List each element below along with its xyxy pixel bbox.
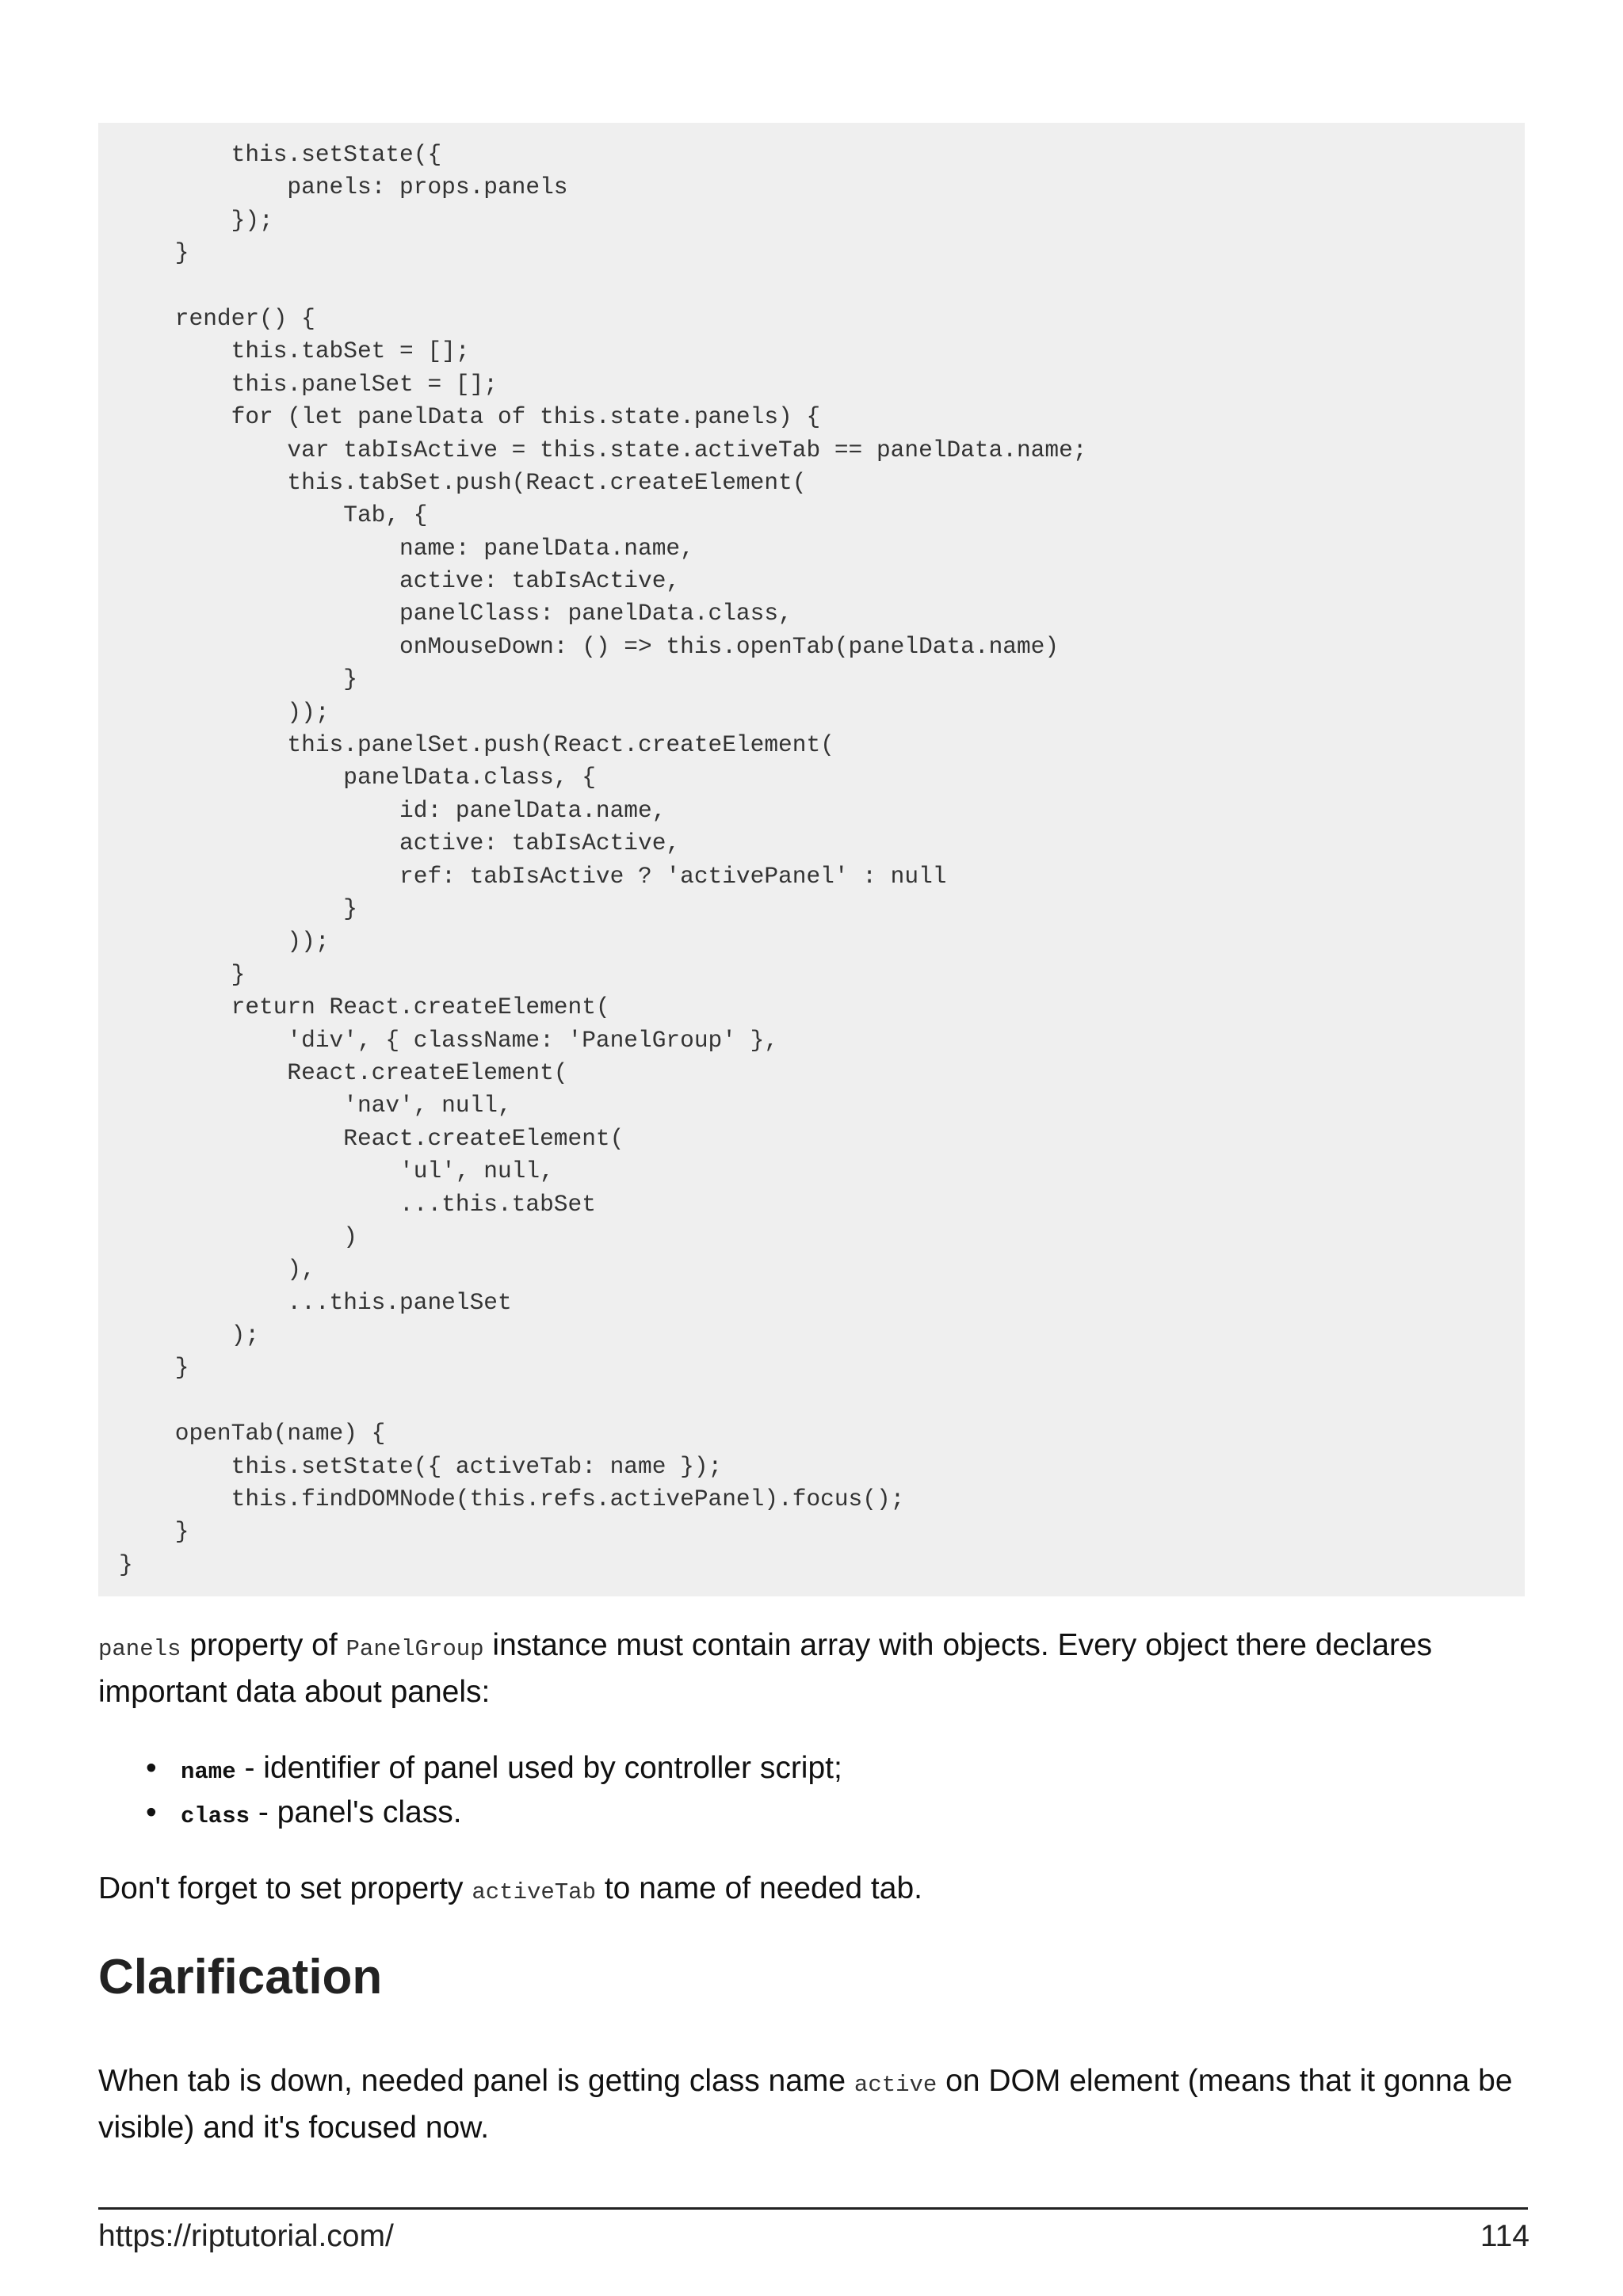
list-item <box>98 1791 1525 1836</box>
inline-code-activetab: activeTab <box>472 1879 596 1905</box>
code-line: } <box>119 894 357 922</box>
code-line: ) <box>119 1222 357 1250</box>
code-line: )); <box>119 698 330 726</box>
code-line: this.setState({ <box>119 141 442 168</box>
code-line: this.panelSet.push(React.createElement( <box>119 731 834 759</box>
code-line: active: tabIsActive, <box>119 567 681 595</box>
inline-code-active: active <box>854 2072 938 2098</box>
list-item-text: - identifier of panel used by controller script; <box>235 1751 842 1785</box>
code-line: return React.createElement( <box>119 994 610 1021</box>
paragraph-panels-property <box>98 1624 1525 1714</box>
para2-text-2: to name of needed tab. <box>596 1871 922 1905</box>
para1-text-2: instance must contain array with objects. Every object there declares important data about panels: <box>98 1628 1433 1709</box>
code-line: this.tabSet.push(React.createElement( <box>119 468 807 496</box>
code-line: this.findDOMNode(this.refs.activePanel).focus(); <box>119 1486 905 1513</box>
code-line: id: panelData.name, <box>119 796 666 824</box>
code-line: } <box>119 1354 189 1382</box>
panel-fields-list <box>98 1747 1525 1836</box>
code-line: ), <box>119 1256 315 1283</box>
code-line: React.createElement( <box>119 1124 624 1152</box>
para3-text-2: on DOM element (means that it gonna be visible) and it's focused now. <box>98 2064 1513 2145</box>
footer-url-link[interactable]: https://riptutorial.com/ <box>98 2219 394 2253</box>
footer-divider <box>98 2207 1528 2210</box>
code-line: }); <box>119 206 273 234</box>
para3-text-1: When tab is down, needed panel is getting class name <box>98 2064 854 2098</box>
code-line: this.setState({ activeTab: name }); <box>119 1452 723 1480</box>
code-line: } <box>119 1518 189 1546</box>
code-line: openTab(name) { <box>119 1420 386 1447</box>
code-line: ); <box>119 1322 260 1349</box>
code-line: } <box>119 960 246 988</box>
code-line: name: panelData.name, <box>119 534 694 562</box>
code-line: panels: props.panels <box>119 174 568 201</box>
code-line: Tab, { <box>119 502 428 529</box>
code-line <box>119 270 1525 303</box>
code-line: render() { <box>119 304 315 332</box>
code-line <box>119 1385 1525 1417</box>
code-listing <box>119 139 1525 1581</box>
paragraph-activetab <box>98 1867 1525 1914</box>
bullet-icon: • <box>146 1795 157 1829</box>
para1-text-1: property of <box>181 1628 346 1662</box>
code-line: )); <box>119 928 330 955</box>
code-line: active: tabIsActive, <box>119 830 681 857</box>
code-line: ref: tabIsActive ? 'activePanel' : null <box>119 862 947 890</box>
code-line: ...this.tabSet <box>119 1190 596 1218</box>
code-line: this.tabSet = []; <box>119 338 470 365</box>
section-heading: Clarification <box>98 1950 383 2004</box>
code-line: var tabIsActive = this.state.activeTab == panelData.name; <box>119 436 1087 463</box>
code-line: React.createElement( <box>119 1058 568 1086</box>
code-block <box>98 123 1525 1596</box>
code-line: } <box>119 666 357 693</box>
code-line: for (let panelData of this.state.panels) { <box>119 403 821 431</box>
page-number: 114 <box>1480 2219 1529 2253</box>
inline-code-panels: panels <box>98 1636 181 1662</box>
code-line: } <box>119 1550 133 1578</box>
bullet-icon: • <box>146 1751 157 1785</box>
para2-text-1: Don't forget to set property <box>98 1871 472 1905</box>
code-line: 'div', { className: 'PanelGroup' }, <box>119 1026 779 1054</box>
code-line: panelClass: panelData.class, <box>119 600 792 627</box>
code-line: onMouseDown: () => this.openTab(panelData.name) <box>119 632 1060 660</box>
inline-code-class: class <box>181 1803 250 1829</box>
inline-code-name: name <box>181 1759 236 1785</box>
code-line: panelData.class, { <box>119 764 596 791</box>
code-line: this.panelSet = []; <box>119 370 498 398</box>
paragraph-clarification <box>98 2060 1525 2149</box>
list-item <box>98 1747 1525 1791</box>
inline-code-panelgroup: PanelGroup <box>346 1636 484 1662</box>
code-line: } <box>119 239 189 267</box>
code-line: 'nav', null, <box>119 1092 512 1119</box>
code-line: ...this.panelSet <box>119 1288 512 1316</box>
list-item-text: - panel's class. <box>250 1795 462 1829</box>
code-line: 'ul', null, <box>119 1158 554 1185</box>
